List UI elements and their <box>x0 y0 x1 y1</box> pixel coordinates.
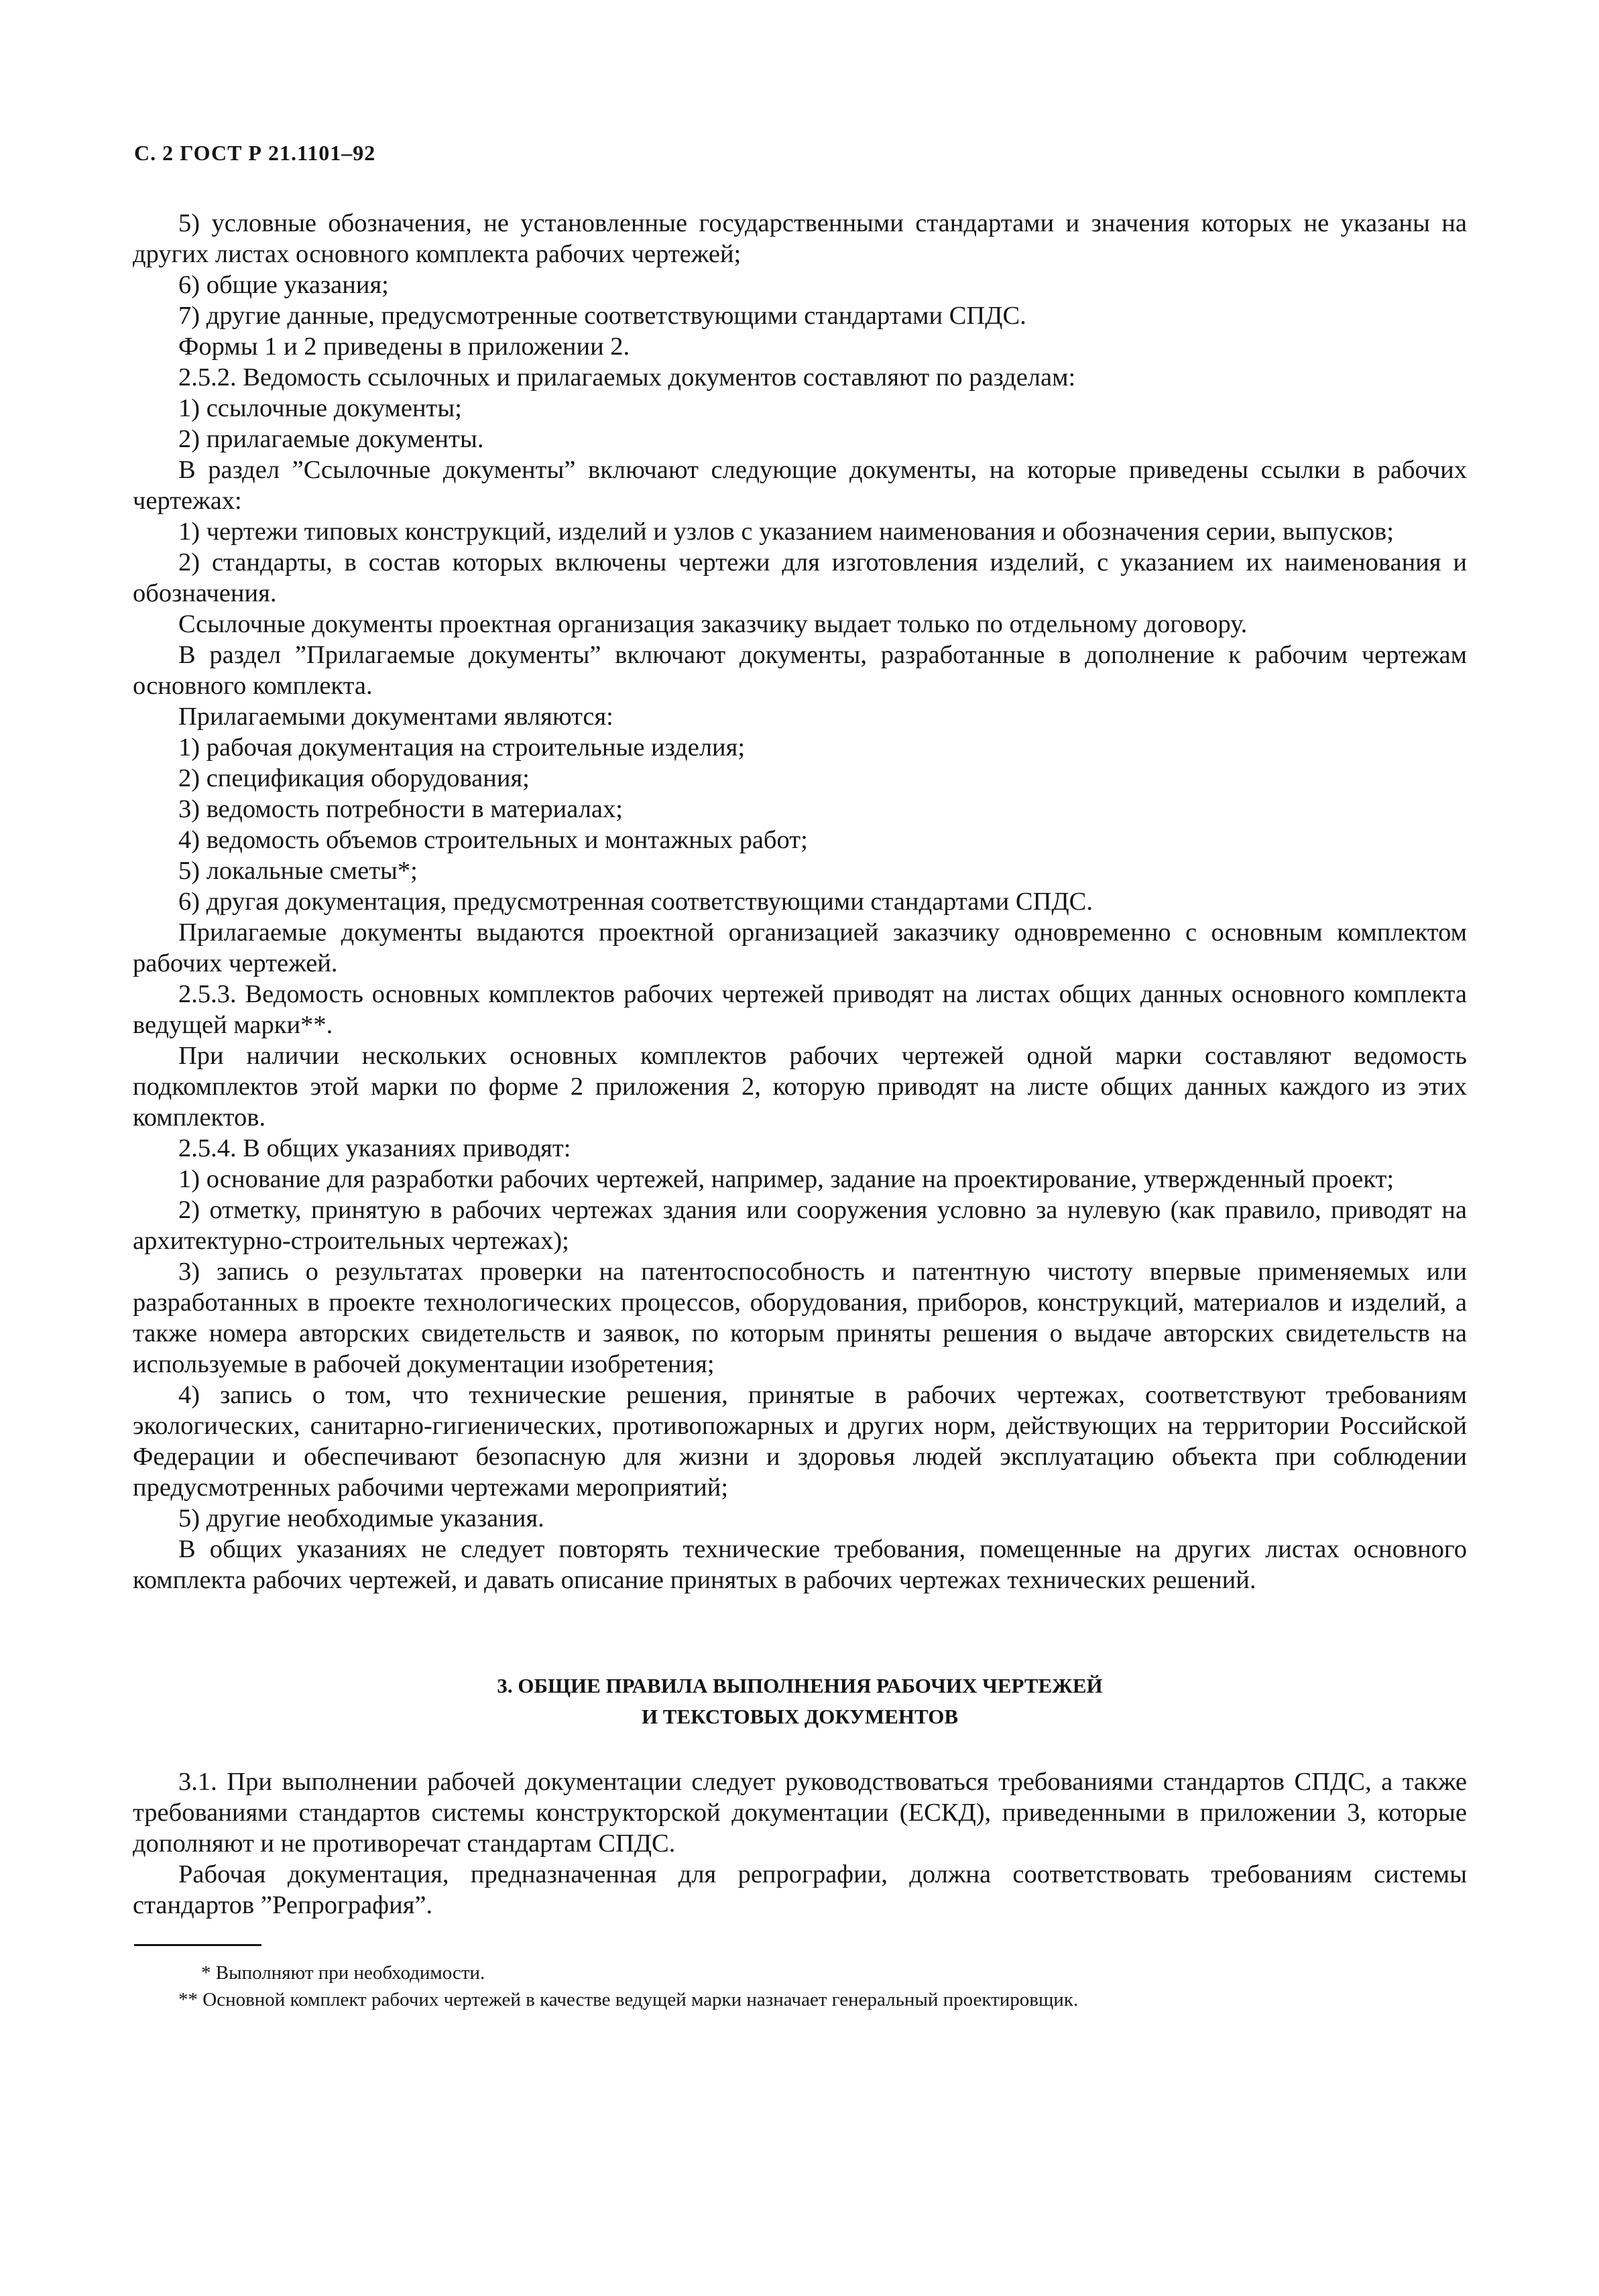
paragraph: 4) запись о том, что технические решения, принятые в рабочих чертежах, соответствуют требованиям экологических, санитарно-гигиенических, противопожарных и других норм, действующих на территории Российской Федерации и обеспечивают безопасную для жизни и здоровья людей эксплуатацию объекта при соблюдении предусмотренных рабочими чертежами мероприятий; <box>133 1381 1467 1502</box>
paragraph: Ссылочные документы проектная организация заказчику выдает только по отдельному договору. <box>178 610 1248 638</box>
paragraph: 3.1. При выполнении рабочей документации следует руководствоваться требованиями стандартов СПДС, а также требованиями стандартов системы конструкторской документации (ЕСКД), приведенными в приложении 3, которые дополняют и не противоречат стандартам СПДС. <box>133 1768 1467 1858</box>
footnote: * Выполняют при необходимости. <box>201 1962 485 1984</box>
footnote-divider <box>134 1944 261 1946</box>
paragraph: Прилагаемыми документами являются: <box>178 703 613 731</box>
paragraph: 4) ведомость объемов строительных и монтажных работ; <box>178 826 808 854</box>
paragraph: В общих указаниях не следует повторять технические требования, помещенные на других листах основного комплекта рабочих чертежей, и давать описание принятых в рабочих чертежах технических решений. <box>133 1535 1467 1594</box>
paragraph: 2) отметку, принятую в рабочих чертежах здания или сооружения условно за нулевую (как правило, приводят на архитектурно-строительных чертежах); <box>133 1196 1467 1255</box>
paragraph: В раздел ”Прилагаемые документы” включают документы, разработанные в дополнение к рабочим чертежам основного комплекта. <box>133 641 1467 700</box>
footnote: ** Основной комплект рабочих чертежей в качестве ведущей марки назначает генеральный проектировщик. <box>178 1989 1079 2010</box>
paragraph: 6) общие указания; <box>178 271 389 299</box>
section-heading <box>133 1671 1467 1732</box>
paragraph: 6) другая документация, предусмотренная соответствующими стандартами СПДС. <box>178 888 1093 916</box>
paragraph: 5) условные обозначения, не установленные государственными стандартами и значения которых не указаны на других листах основного комплекта рабочих чертежей; <box>133 209 1467 268</box>
paragraph: 1) ссылочные документы; <box>178 394 462 422</box>
paragraph: 2) стандарты, в состав которых включены чертежи для изготовления изделий, с указанием их наименования и обозначения. <box>133 548 1467 607</box>
paragraph: 1) чертежи типовых конструкций, изделий и узлов с указанием наименования и обозначения серии, выпусков; <box>178 518 1394 546</box>
section-title-line: И ТЕКСТОВЫХ ДОКУМЕНТОВ <box>641 1705 959 1728</box>
paragraph: 3) запись о результатах проверки на патентоспособность и патентную чистоту впервые применяемых или разработанных в проекте технологических процессов, оборудования, приборов, конструкций, материалов и изделий, а также номера авторских свидетельств и заявок, по которым приняты решения о выдаче авторских свидетельств на используемые в рабочей документации изобретения; <box>133 1258 1467 1378</box>
paragraph: 2) спецификация оборудования; <box>178 764 530 792</box>
main-text <box>133 208 1467 1595</box>
footnotes <box>133 1959 1467 2013</box>
paragraph: При наличии нескольких основных комплектов рабочих чертежей одной марки составляют ведомость подкомплектов этой марки по форме 2 приложения 2, которую приводят на листе общих данных каждого из этих комплектов. <box>133 1042 1467 1132</box>
paragraph: 2.5.4. В общих указаниях приводят: <box>178 1134 571 1162</box>
paragraph: 2) прилагаемые документы. <box>178 425 484 453</box>
paragraph: Рабочая документация, предназначенная для репрографии, должна соответствовать требованиям системы стандартов ”Репрография”. <box>133 1860 1467 1919</box>
paragraph: 7) другие данные, предусмотренные соответствующими стандартами СПДС. <box>178 302 1026 330</box>
paragraph: 5) локальные сметы*; <box>178 857 418 885</box>
section-title-line: 3. ОБЩИЕ ПРАВИЛА ВЫПОЛНЕНИЯ РАБОЧИХ ЧЕРТЕЖЕЙ <box>497 1674 1103 1697</box>
paragraph: 1) основание для разработки рабочих чертежей, например, задание на проектирование, утвержденный проект; <box>178 1165 1395 1193</box>
paragraph: В раздел ”Ссылочные документы” включают следующие документы, на которые приведены ссылки в рабочих чертежах: <box>133 456 1467 515</box>
paragraph: 2.5.2. Ведомость ссылочных и прилагаемых документов составляют по разделам: <box>178 363 1076 391</box>
paragraph: 3) ведомость потребности в материалах; <box>178 795 623 823</box>
page-header: С. 2 ГОСТ Р 21.1101–92 <box>134 141 376 165</box>
paragraph: Формы 1 и 2 приведены в приложении 2. <box>178 333 630 361</box>
paragraph: 1) рабочая документация на строительные изделия; <box>178 733 746 762</box>
paragraph: Прилагаемые документы выдаются проектной организацией заказчику одновременно с основным комплектом рабочих чертежей. <box>133 918 1467 977</box>
paragraph: 5) другие необходимые указания. <box>178 1504 544 1532</box>
section-text <box>133 1766 1467 1921</box>
paragraph: 2.5.3. Ведомость основных комплектов рабочих чертежей приводят на листах общих данных основного комплекта ведущей марки**. <box>133 980 1467 1039</box>
